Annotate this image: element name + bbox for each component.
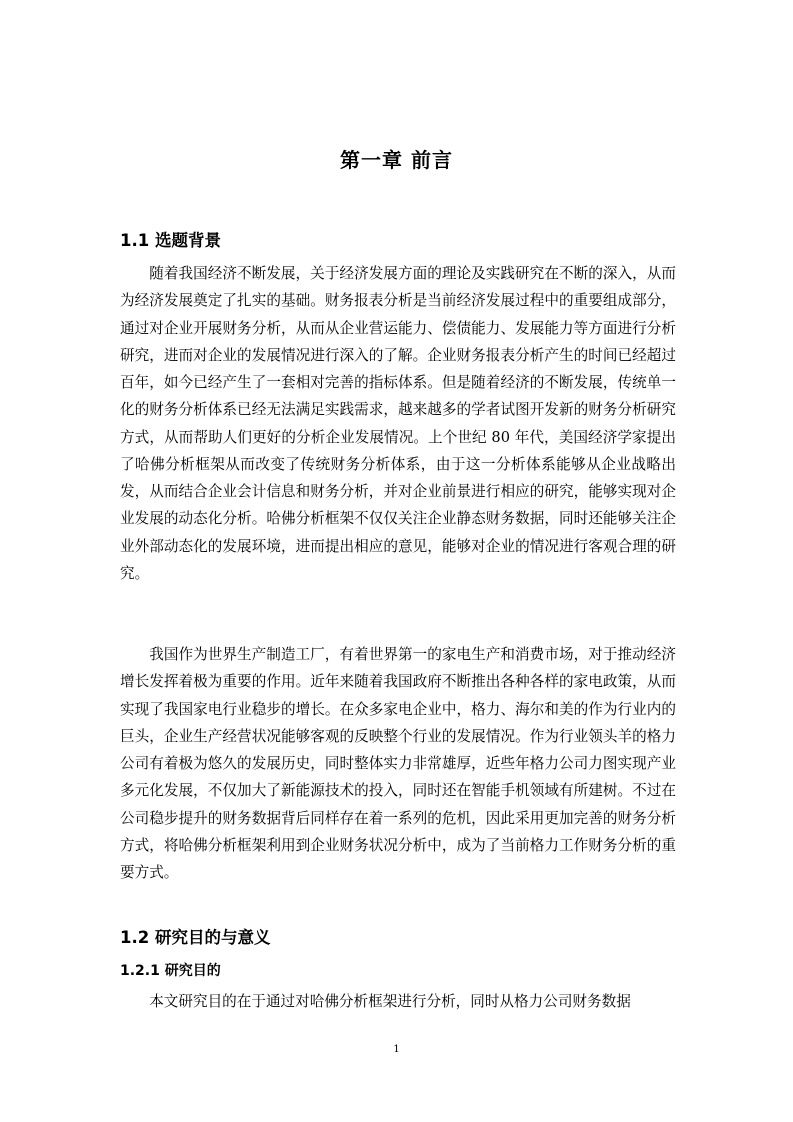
paragraph-background-1: 随着我国经济不断发展，关于经济发展方面的理论及实践研究在不断的深入，从而为经济发展奠定了扎实的基础。财务报表分析是当前经济发展过程中的重要组成部分，通过对企业开展财务分析，从而从企业营运能力、偿债能力、发展能力等方面进行分析研究，进而对企业的发展情况进行深入的了解。企业财务报表分析产生的时间已经超过百年，如今已经产生了一套相对完善的指标体系。但是随着经济的不断发展，传统单一化的财务分析体系已经无法满足实践需求，越来越多的学者试图开发新的财务分析研究方式，从而帮助人们更好的分析企业发展情况。上个世纪 80 年代，美国经济学家提出了哈佛分析框架从而改变了传统财务分析体系，由于这一分析体系能够从企业战略出发，从而结合企业会计信息和财务分析，并对企业前景进行相应的研究，能够实现对企业发展的动态化分析。哈佛分析框架不仅仅关注企业静态财务数据，同时还能够关注企业外部动态化的发展环境，进而提出相应的意见，能够对企业的情况进行客观合理的研究。 — [120, 265, 676, 582]
section-heading-1-2: 1.2 研究目的与意义 — [120, 928, 271, 947]
paragraph-research-purpose: 本文研究目的在于通过对哈佛分析框架进行分析，同时从格力公司财务数据 — [149, 993, 631, 1010]
paragraph-background-2: 我国作为世界生产制造工厂，有着世界第一的家电生产和消费市场，对于推动经济增长发挥着极为重要的作用。近年来随着我国政府不断推出各种各样的家电政策，从而实现了我国家电行业稳步的增长。在众多家电企业中，格力、海尔和美的作为行业内的巨头，企业生产经营状况能够客观的反映整个行业的发展情况。作为行业领头羊的格力公司有着极为悠久的发展历史，同时整体实力非常雄厚，近些年格力公司力图实现产业多元化发展，不仅加大了新能源技术的投入，同时还在智能手机领域有所建树。不过在公司稳步提升的财务数据背后同样存在着一系列的危机，因此采用更加完善的财务分析方式，将哈佛分析框架利用到企业财务状况分析中，成为了当前格力工作财务分析的重要方式。 — [120, 646, 676, 881]
section-heading-1-1: 1.1 选题背景 — [120, 231, 221, 250]
subsection-heading-1-2-1: 1.2.1 研究目的 — [120, 963, 221, 979]
page-number: 1 — [393, 1044, 400, 1055]
chapter-title: 第一章 前言 — [340, 148, 453, 172]
